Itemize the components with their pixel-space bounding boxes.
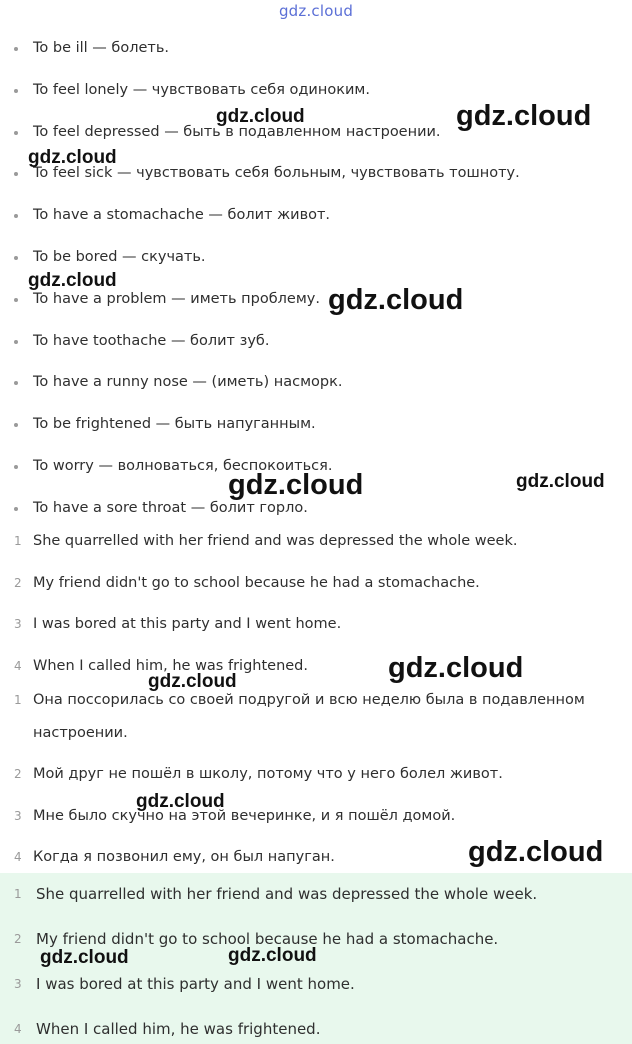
list-item <box>0 1011 632 1044</box>
list-item <box>0 321 632 363</box>
bullet-icon <box>14 256 18 260</box>
list-item <box>0 966 632 1011</box>
item-number: 3 <box>14 977 22 991</box>
list-item <box>0 28 632 70</box>
list-item <box>0 684 632 758</box>
sentence-text: Когда я позвонил ему, он был напуган. <box>33 849 335 866</box>
watermark: gdz.cloud <box>28 270 117 291</box>
watermark: gdz.cloud <box>148 671 237 692</box>
list-item <box>0 525 632 567</box>
sentence-text: Мне было скучно на этой вечеринке, и я пошёл домой. <box>33 807 456 824</box>
watermark: gdz.cloud <box>228 945 317 966</box>
list-item <box>0 195 632 237</box>
bullet-icon <box>14 214 18 218</box>
bullet-icon <box>14 47 18 51</box>
list-item <box>0 567 632 609</box>
watermark: gdz.cloud <box>388 652 524 684</box>
list-item <box>0 876 632 921</box>
item-number: 2 <box>14 767 22 781</box>
item-number: 4 <box>14 850 22 865</box>
vocab-text: To have a runny nose — (иметь) насморк. <box>33 374 343 391</box>
vocab-text: To have a sore throat — болит горло. <box>33 499 308 516</box>
item-number: 4 <box>14 1022 22 1036</box>
bullet-icon <box>14 298 18 302</box>
list-item <box>0 758 632 800</box>
vocab-text: To have toothache — болит зуб. <box>33 332 270 349</box>
vocab-text: To feel sick — чувствовать себя больным, чувствовать тошноту. <box>33 165 520 182</box>
watermark: gdz.cloud <box>136 791 225 812</box>
watermark: gdz.cloud <box>216 106 305 127</box>
item-number: 3 <box>14 808 22 823</box>
list-item <box>0 800 632 842</box>
header-watermark: gdz.cloud <box>278 2 354 20</box>
sentence-text: Она поссорилась со своей подругой и всю неделю была в подавленном настроении. <box>33 692 585 741</box>
sentence-text: Мой друг не пошёл в школу, потому что у него болел живот. <box>33 766 503 782</box>
bullet-icon <box>14 340 18 344</box>
watermark: gdz.cloud <box>28 147 117 168</box>
english-sentences <box>0 525 632 691</box>
item-number: 1 <box>14 887 22 901</box>
list-item <box>0 362 632 404</box>
vocab-text: To worry — волноваться, беспокоиться. <box>33 457 333 474</box>
watermark: gdz.cloud <box>228 469 364 501</box>
item-number: 2 <box>14 932 22 946</box>
vocab-text: To have a problem — иметь проблему. <box>33 290 320 307</box>
bullet-icon <box>14 381 18 385</box>
sentence-text: My friend didn't go to school because he had a stomachache. <box>33 574 480 591</box>
vocab-text: To be ill — болеть. <box>33 40 170 56</box>
item-number: 1 <box>14 534 22 548</box>
bullet-icon <box>14 172 18 176</box>
item-number: 2 <box>14 575 22 590</box>
answer-text: I was bored at this party and I went home. <box>36 975 355 993</box>
bullet-icon <box>14 89 18 93</box>
vocab-text: To be frightened — быть напуганным. <box>33 416 316 433</box>
sentence-text: When I called him, he was frightened. <box>33 657 308 674</box>
vocab-text: To feel lonely — чувствовать себя одиноким. <box>33 81 370 98</box>
vocab-text: To have a stomachache — болит живот. <box>33 207 331 224</box>
answer-text: She quarrelled with her friend and was depressed the whole week. <box>36 885 538 903</box>
vocab-text: To be bored — скучать. <box>33 248 206 265</box>
answer-text: When I called him, he was frightened. <box>36 1020 321 1038</box>
watermark: gdz.cloud <box>516 471 605 492</box>
bullet-icon <box>14 131 18 135</box>
item-number: 3 <box>14 617 22 632</box>
watermark: gdz.cloud <box>468 836 604 868</box>
sentence-text: I was bored at this party and I went home. <box>33 616 342 633</box>
vocab-text: To feel depressed — быть в подавленном настроении. <box>33 123 441 140</box>
answer-text: My friend didn't go to school because he had a stomachache. <box>36 930 499 948</box>
watermark: gdz.cloud <box>40 947 129 968</box>
sentence-text: She quarrelled with her friend and was depressed the whole week. <box>33 533 518 549</box>
item-number: 4 <box>14 658 22 673</box>
bullet-icon <box>14 507 18 511</box>
item-number: 1 <box>14 693 22 707</box>
list-item <box>0 404 632 446</box>
bullet-icon <box>14 423 18 427</box>
watermark: gdz.cloud <box>456 100 592 132</box>
list-item <box>0 608 632 650</box>
bullet-icon <box>14 465 18 469</box>
watermark: gdz.cloud <box>328 284 464 316</box>
